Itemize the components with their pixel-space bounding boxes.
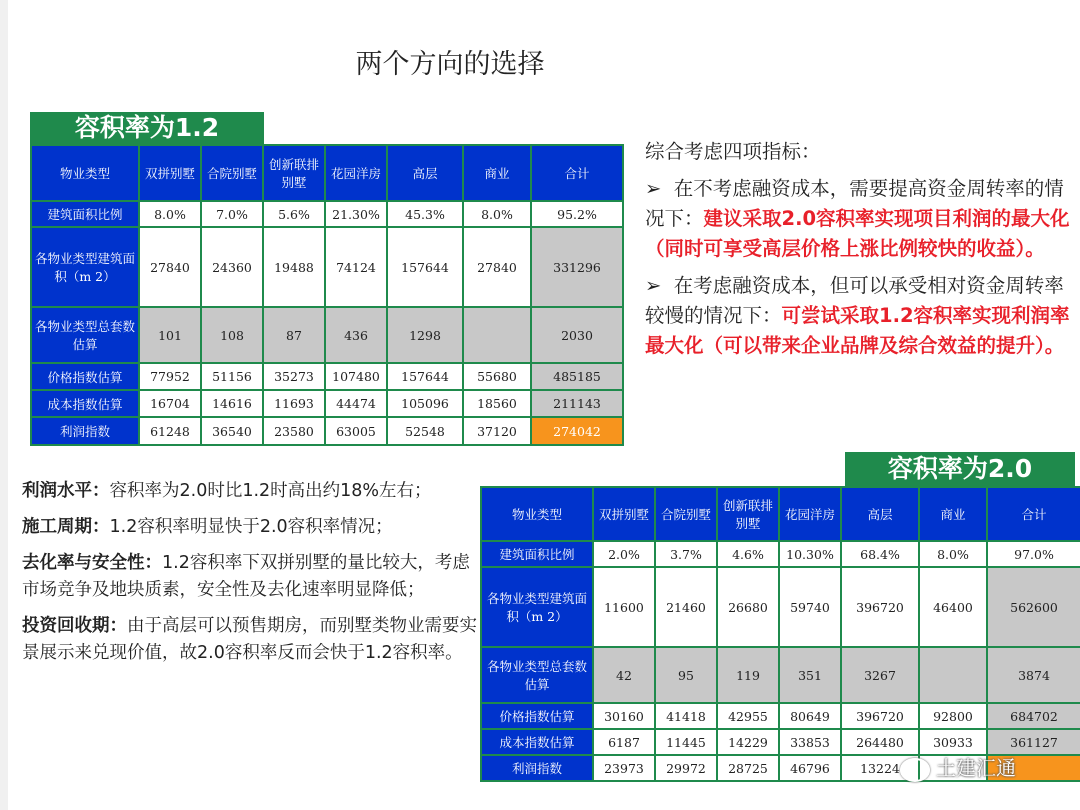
table-cell: 101 [139, 307, 201, 363]
table-cell: 55680 [463, 363, 531, 390]
table-cell: 396720 [841, 703, 919, 729]
table-cell: 6187 [593, 729, 655, 755]
table-row [31, 227, 623, 307]
row-header: 各物业类型建筑面积（m 2） [481, 567, 593, 647]
table-cell: 436 [325, 307, 387, 363]
table-cell: 41418 [655, 703, 717, 729]
table-row [481, 703, 1080, 729]
table-cell: 8.0% [919, 541, 987, 567]
table-cell: 44474 [325, 390, 387, 417]
table-cell: 11445 [655, 729, 717, 755]
table-row [31, 390, 623, 417]
table-cell: 42955 [717, 703, 779, 729]
table-cell: 11693 [263, 390, 325, 417]
point-1-highlight: 建议采取2.0容积率实现项目利润的最大化（同时可享受高层价格上涨比例较快的收益）。 [645, 207, 1070, 260]
table-cell: 5.6% [263, 201, 325, 227]
table-cell: 61248 [139, 417, 201, 445]
table-cell: 21.30% [325, 201, 387, 227]
row-header: 各物业类型总套数估算 [481, 647, 593, 703]
table-row [31, 201, 623, 227]
table-cell: 119 [717, 647, 779, 703]
table-cell: 29972 [655, 755, 717, 781]
table-cell: 23973 [593, 755, 655, 781]
table2-label: 容积率为2.0 [845, 452, 1075, 486]
table1-header: 合院别墅 [201, 145, 263, 201]
table1-header-row [31, 145, 623, 201]
table-cell: 8.0% [463, 201, 531, 227]
table-cell: 95.2% [531, 201, 623, 227]
conclusion-point-2 [645, 271, 1070, 361]
table2-header: 花园洋房 [779, 487, 841, 541]
table-cell: 28725 [717, 755, 779, 781]
table-cell: 52548 [387, 417, 463, 445]
item-title: 去化率与安全性： [22, 553, 162, 573]
table1-header: 合计 [531, 145, 623, 201]
table-cell: 351 [779, 647, 841, 703]
conclusion-point-1 [645, 174, 1070, 264]
table-cell: 3874 [987, 647, 1080, 703]
table1-header: 物业类型 [31, 145, 139, 201]
table1-header: 花园洋房 [325, 145, 387, 201]
row-header: 利润指数 [31, 417, 139, 445]
table-cell: 46796 [779, 755, 841, 781]
table-cell: 30933 [919, 729, 987, 755]
item-title: 施工周期： [22, 517, 110, 537]
table2-header: 双拼别墅 [593, 487, 655, 541]
table-row [31, 417, 623, 445]
table-row [31, 363, 623, 390]
table-cell: 14616 [201, 390, 263, 417]
table-cell: 37120 [463, 417, 531, 445]
table-cell: 211143 [531, 390, 623, 417]
page-title: 两个方向的选择 [355, 49, 545, 80]
row-header: 各物业类型建筑面积（m 2） [31, 227, 139, 307]
table-cell: 13224 [841, 755, 919, 781]
table1-header: 创新联排别墅 [263, 145, 325, 201]
table2-header: 高层 [841, 487, 919, 541]
table-cell: 361127 [987, 729, 1080, 755]
table-cell: 396720 [841, 567, 919, 647]
table2-header: 物业类型 [481, 487, 593, 541]
row-header: 成本指数估算 [481, 729, 593, 755]
table-cell: 46400 [919, 567, 987, 647]
table-far-1-2 [30, 144, 624, 446]
table-far-2-0 [480, 486, 1080, 782]
table-cell: 30160 [593, 703, 655, 729]
row-header: 价格指数估算 [31, 363, 139, 390]
table1-header: 高层 [387, 145, 463, 201]
table-cell: 26680 [717, 567, 779, 647]
table-cell: 27840 [139, 227, 201, 307]
bullet-arrow-icon: ➢ [645, 177, 662, 200]
analysis-item [22, 514, 477, 541]
table-cell: 27840 [463, 227, 531, 307]
row-header: 各物业类型总套数估算 [31, 307, 139, 363]
analysis-item [22, 613, 477, 667]
item-text: 1.2容积率下双拼别墅的量比较大，考虑市场竞争及地块质素，安全性及去化速率明显降低； [22, 553, 470, 600]
table2-header: 商业 [919, 487, 987, 541]
table-cell: 23580 [263, 417, 325, 445]
table-cell: 485185 [531, 363, 623, 390]
table-cell [463, 307, 531, 363]
table-cell: 14229 [717, 729, 779, 755]
table-cell: 2030 [531, 307, 623, 363]
table-cell: 4.6% [717, 541, 779, 567]
row-header: 利润指数 [481, 755, 593, 781]
table-cell: 562600 [987, 567, 1080, 647]
table-cell: 24360 [201, 227, 263, 307]
item-text: 1.2容积率明显快于2.0容积率情况； [109, 517, 393, 537]
row-header: 建筑面积比例 [31, 201, 139, 227]
table-cell: 18560 [463, 390, 531, 417]
table-cell: 2.0% [593, 541, 655, 567]
table-cell: 108 [201, 307, 263, 363]
table-cell: 97.0% [987, 541, 1080, 567]
analysis-item [22, 478, 477, 505]
item-text: 容积率为2.0时比1.2时高出约18%左右； [109, 481, 432, 501]
table-cell-highlight: 274042 [531, 417, 623, 445]
table-cell: 80649 [779, 703, 841, 729]
table-cell: 42 [593, 647, 655, 703]
table-cell: 264480 [841, 729, 919, 755]
table-cell: 21460 [655, 567, 717, 647]
item-text: 由于高层可以预售期房，而别墅类物业需要实景展示来兑现价值，故2.0容积率反而会快于1.2容积率。 [22, 616, 477, 663]
table-cell: 1298 [387, 307, 463, 363]
table-row [481, 541, 1080, 567]
table2-header-row [481, 487, 1080, 541]
table-cell: 45.3% [387, 201, 463, 227]
table-cell: 107480 [325, 363, 387, 390]
point-2-highlight: 可尝试采取1.2容积率实现利润率最大化（可以带来企业品牌及综合效益的提升）。 [645, 304, 1070, 357]
table-cell: 3267 [841, 647, 919, 703]
table-cell: 68.4% [841, 541, 919, 567]
table-cell: 92800 [919, 703, 987, 729]
table-cell: 11600 [593, 567, 655, 647]
table-cell: 87 [263, 307, 325, 363]
table-cell: 10.30% [779, 541, 841, 567]
table-cell: 33853 [779, 729, 841, 755]
table-cell [919, 647, 987, 703]
point-1-text: 在不考虑融资成本，需要提高资金周转率的情况下： [645, 177, 1064, 230]
wechat-icon [900, 758, 930, 782]
row-header: 成本指数估算 [31, 390, 139, 417]
table2-header: 合院别墅 [655, 487, 717, 541]
row-header: 价格指数估算 [481, 703, 593, 729]
table-cell: 35273 [263, 363, 325, 390]
table-cell: 36540 [201, 417, 263, 445]
bullet-arrow-icon: ➢ [645, 274, 662, 297]
conclusion-intro: 综合考虑四项指标： [645, 140, 821, 163]
table-cell: 63005 [325, 417, 387, 445]
table-cell: 3.7% [655, 541, 717, 567]
table1-header: 商业 [463, 145, 531, 201]
table-row [31, 307, 623, 363]
left-decoration-bar [0, 0, 8, 810]
table2-header: 合计 [987, 487, 1080, 541]
table1-header: 双拼别墅 [139, 145, 201, 201]
table-cell: 51156 [201, 363, 263, 390]
analysis-text [22, 478, 477, 676]
table-cell: 16704 [139, 390, 201, 417]
row-header: 建筑面积比例 [481, 541, 593, 567]
table1-label: 容积率为1.2 [30, 112, 264, 144]
table2-header: 创新联排别墅 [717, 487, 779, 541]
table-cell: 95 [655, 647, 717, 703]
conclusion-text [645, 137, 1070, 368]
table-cell: 105096 [387, 390, 463, 417]
table-row [481, 567, 1080, 647]
watermark-text: 土建汇通 [936, 756, 1016, 780]
table-cell: 77952 [139, 363, 201, 390]
table-cell: 19488 [263, 227, 325, 307]
table-cell: 7.0% [201, 201, 263, 227]
item-title: 投资回收期： [22, 616, 127, 636]
table-cell: 157644 [387, 363, 463, 390]
table-row [481, 647, 1080, 703]
point-2-text: 在考虑融资成本，但可以承受相对资金周转率较慢的情况下： [645, 274, 1064, 327]
table-cell: 74124 [325, 227, 387, 307]
table-cell: 8.0% [139, 201, 201, 227]
item-title: 利润水平： [22, 481, 110, 501]
table-cell: 331296 [531, 227, 623, 307]
table-cell: 684702 [987, 703, 1080, 729]
table-cell: 157644 [387, 227, 463, 307]
watermark [900, 752, 1016, 782]
analysis-item [22, 550, 477, 604]
table-cell: 59740 [779, 567, 841, 647]
